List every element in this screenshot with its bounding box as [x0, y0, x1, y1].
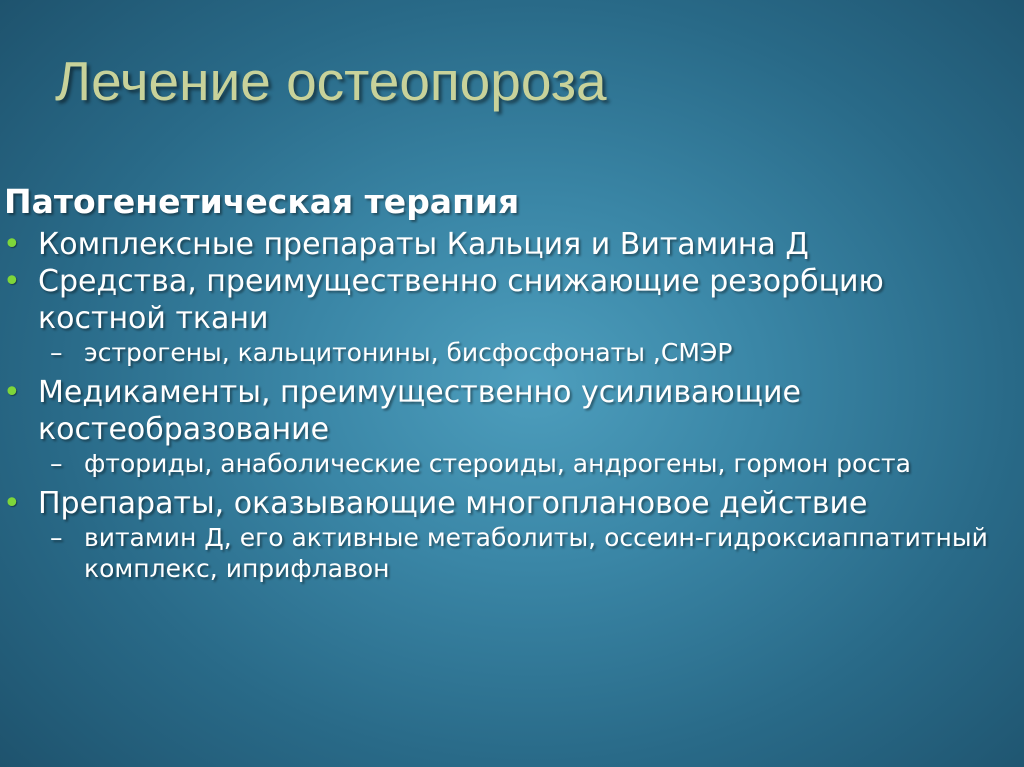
sub-item-3: [0, 448, 1010, 479]
sub-item-text: фториды, анаболические стероиды, андрогены, гормон роста: [84, 449, 911, 478]
dash-icon: –: [50, 449, 63, 478]
sub-item-4: [0, 522, 1010, 584]
list-item-text: Комплексные препараты Кальция и Витамина Д: [38, 227, 809, 262]
bullet-icon: •: [3, 375, 21, 410]
section-heading: Патогенетическая терапия: [4, 182, 520, 221]
list-item-1: [0, 226, 1010, 263]
slide-body: [0, 178, 1010, 590]
list-item-2: [0, 263, 1010, 337]
list-item-4: [0, 485, 1010, 522]
sub-item-2: [0, 337, 1010, 368]
bullet-icon: •: [3, 486, 21, 521]
list-item-text: Средства, преимущественно снижающие резорбцию костной ткани: [38, 264, 884, 336]
bullet-icon: •: [3, 264, 21, 299]
list-item-3: [0, 374, 1010, 448]
dash-icon: –: [50, 523, 63, 552]
bullet-icon: •: [3, 227, 21, 262]
sub-item-text: витамин Д, его активные метаболиты, оссеин-гидроксиаппатитный комплекс, иприфлавон: [84, 523, 988, 583]
dash-icon: –: [50, 338, 63, 367]
list-item-text: Препараты, оказывающие многоплановое действие: [38, 486, 868, 521]
list-item-text: Медикаменты, преимущественно усиливающие костеобразование: [38, 375, 801, 447]
slide-title: Лечение остеопороза: [55, 50, 607, 112]
sub-item-text: эстрогены, кальцитонины, бисфосфонаты ,СМЭР: [84, 338, 733, 367]
